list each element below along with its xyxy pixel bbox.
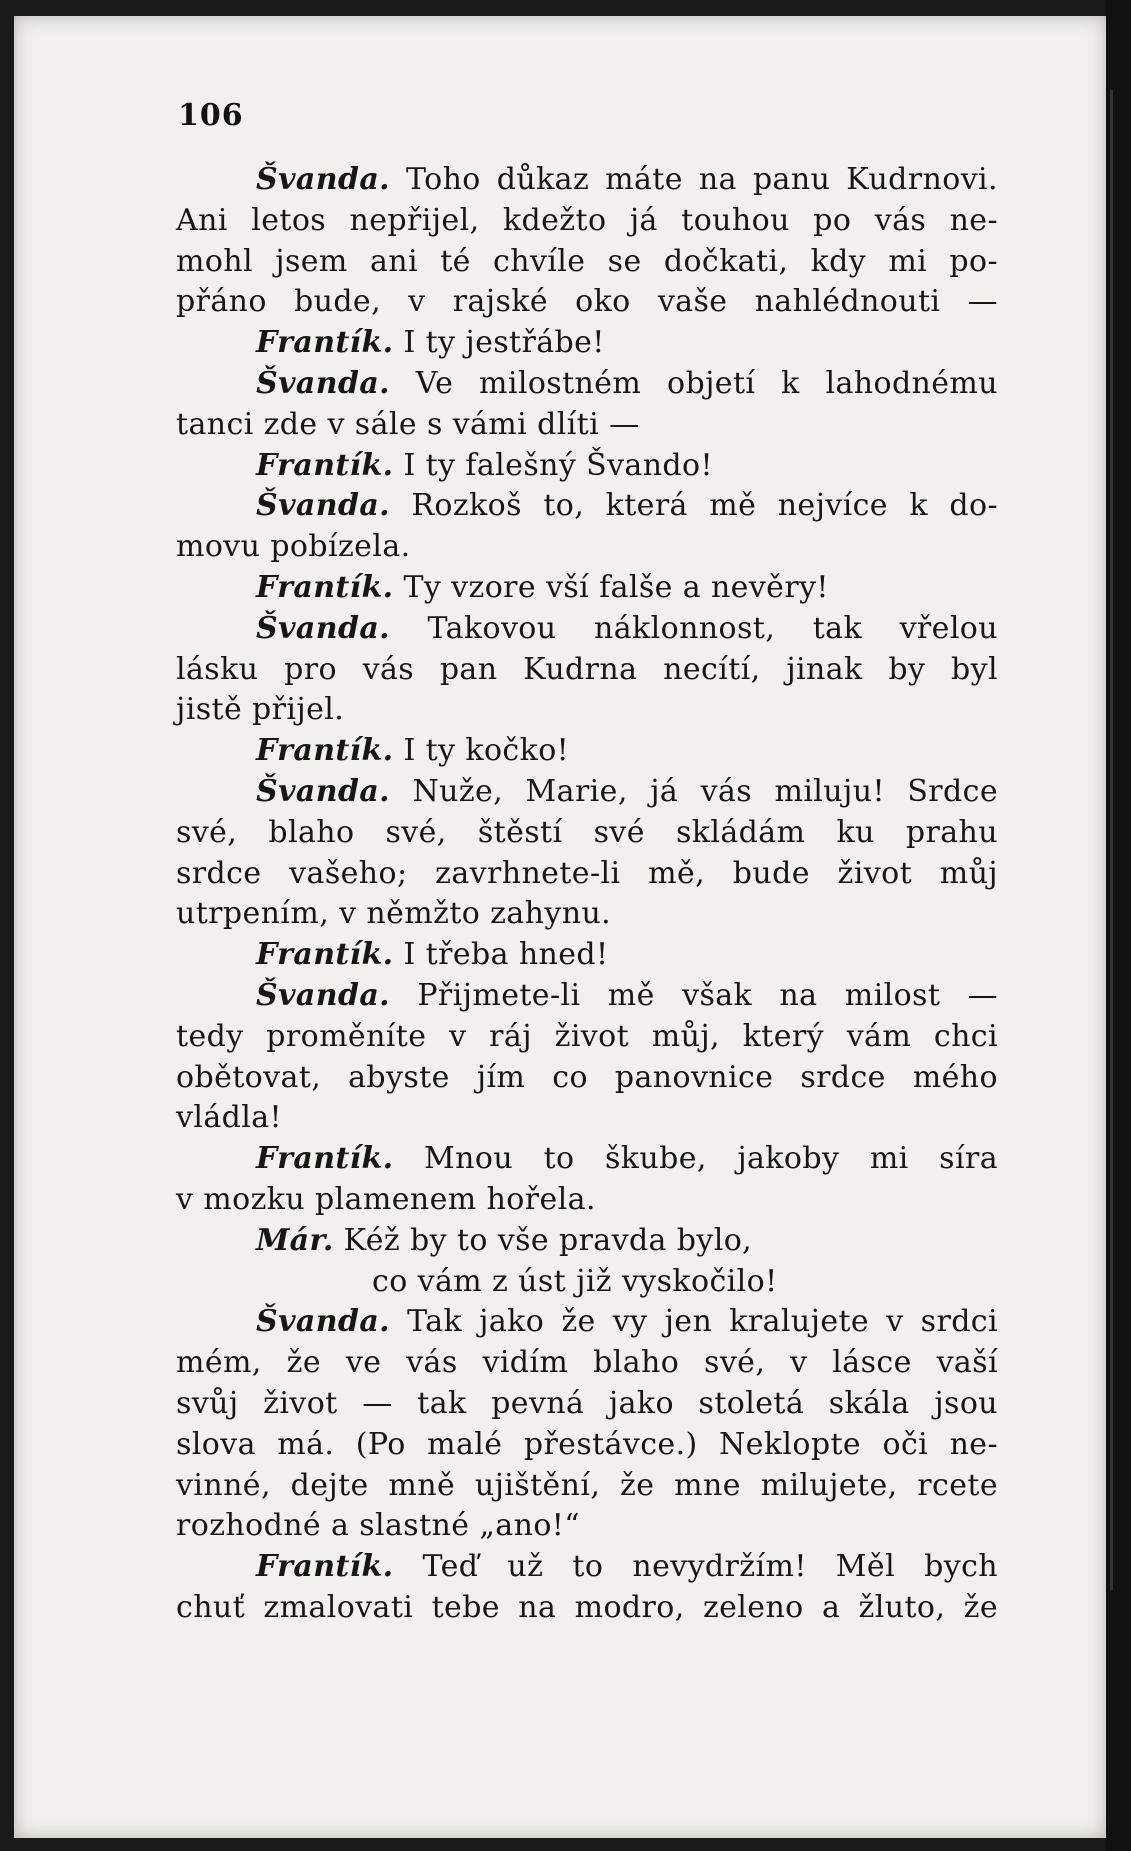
text-line [176,772,998,813]
speaker-name: Frantík. [256,937,394,973]
line-text: lásku pro vás pan Kudrna necítí, jinak by byl [176,651,998,687]
text-line [176,201,998,242]
line-text: své, blaho své, štěstí své skládám ku prahu [176,814,998,850]
speaker-name: Frantík. [256,569,394,605]
line-text: chuť zmalovati tebe na modro, zeleno a žluto, že [176,1589,998,1625]
line-text: Teď už to nevydržím! Měl bych [393,1549,998,1585]
text-line [176,854,998,895]
line-text: I třeba hned! [393,937,609,973]
text-line [176,364,998,405]
text-line [176,486,998,527]
line-text: movu pobízela. [176,529,411,565]
line-text: obětovat, abyste jím co panovnice srdce mého [176,1059,998,1095]
text-line [176,609,998,650]
line-text: tedy proměníte v ráj život můj, který vám chci [176,1018,998,1054]
line-text: Rozkoš to, která mě nejvíce k do- [390,488,998,524]
text-line [176,1384,998,1425]
text-line [176,323,998,364]
line-text: I ty falešný Švando! [393,447,713,483]
text-line [176,1221,998,1262]
line-text: v mozku plamenem hořela. [176,1181,596,1217]
speaker-name: Švanda. [256,1304,391,1340]
line-text: slova má. (Po malé přestávce.) Neklopte oči ne- [176,1426,998,1462]
text-line [176,650,998,691]
text-line [176,1302,998,1343]
line-text: Přijmete-li mě však na milost — [390,977,998,1013]
line-text: co vám z úst již vyskočilo! [372,1263,778,1299]
page-number: 106 [178,98,244,133]
line-text: svůj život — tak pevná jako stoletá skála jsou [176,1385,998,1421]
binding-line [1110,90,1113,1590]
text-line [176,527,998,568]
text-line [176,1425,998,1466]
text-line [176,568,998,609]
line-text: I ty jestřábe! [393,325,605,361]
line-text: Mnou to škube, jakoby mi síra [393,1141,998,1177]
speaker-name: Már. [256,1222,334,1258]
speaker-name: Frantík. [256,1549,394,1585]
speaker-name: Švanda. [256,365,391,401]
text-line [176,1098,998,1139]
text-line [176,1058,998,1099]
line-text: Kéž by to vše pravda bylo, [333,1222,753,1258]
line-text: Ty vzore vší falše a nevěry! [393,569,829,605]
dialogue-text [176,160,998,1629]
line-text: srdce vašeho; zavrhnete-li mě, bude život můj [176,855,998,891]
text-line [176,894,998,935]
line-text: I ty kočko! [393,733,570,769]
text-line [176,1139,998,1180]
text-line [176,1506,998,1547]
line-text: přáno bude, v rajské oko vaše nahlédnouti — [176,284,998,320]
line-text: mém, že ve vás vidím blaho své, v lásce vaší [176,1345,998,1381]
line-text: Ve milostném objetí k lahodnému [390,365,998,401]
speaker-name: Frantík. [256,325,394,361]
line-text: utrpením, v němžto zahynu. [176,896,612,932]
speaker-name: Švanda. [256,773,391,809]
line-text: Nuže, Marie, já vás miluju! Srdce [390,773,998,809]
text-line [176,731,998,772]
line-text: Tak jako že vy jen kralujete v srdci [390,1304,998,1340]
text-line [176,446,998,487]
line-text: vinné, dejte mně ujištění, že mne milujete, rcete [176,1467,998,1503]
text-line [176,1343,998,1384]
line-text: rozhodné a slastné „ano!“ [176,1508,580,1544]
text-line [176,813,998,854]
text-line [176,1180,998,1221]
speaker-name: Švanda. [256,488,391,524]
text-line [176,976,998,1017]
line-text: Takovou náklonnost, tak vřelou [390,610,998,646]
text-line [176,1262,998,1303]
text-line [176,935,998,976]
line-text: tanci zde v sále s vámi dlíti — [176,406,640,442]
speaker-name: Švanda. [256,162,391,197]
speaker-name: Frantík. [256,1141,394,1177]
speaker-name: Frantík. [256,733,394,769]
speaker-name: Frantík. [256,447,394,483]
line-text: mohl jsem ani té chvíle se dočkati, kdy mi po- [176,243,998,279]
speaker-name: Švanda. [256,610,391,646]
text-line [176,242,998,283]
text-line [176,282,998,323]
text-line [176,1547,998,1588]
text-line [176,690,998,731]
text-line [176,405,998,446]
line-text: jistě přijel. [176,692,345,728]
text-line [176,1017,998,1058]
text-line [176,160,998,201]
line-text: Ani letos nepřijel, kdežto já touhou po vás ne- [176,202,998,238]
speaker-name: Švanda. [256,977,391,1013]
line-text: Toho důkaz máte na panu Kudrnovi. [390,162,998,197]
line-text: vládla! [176,1100,282,1136]
text-line [176,1466,998,1507]
text-line [176,1588,998,1629]
